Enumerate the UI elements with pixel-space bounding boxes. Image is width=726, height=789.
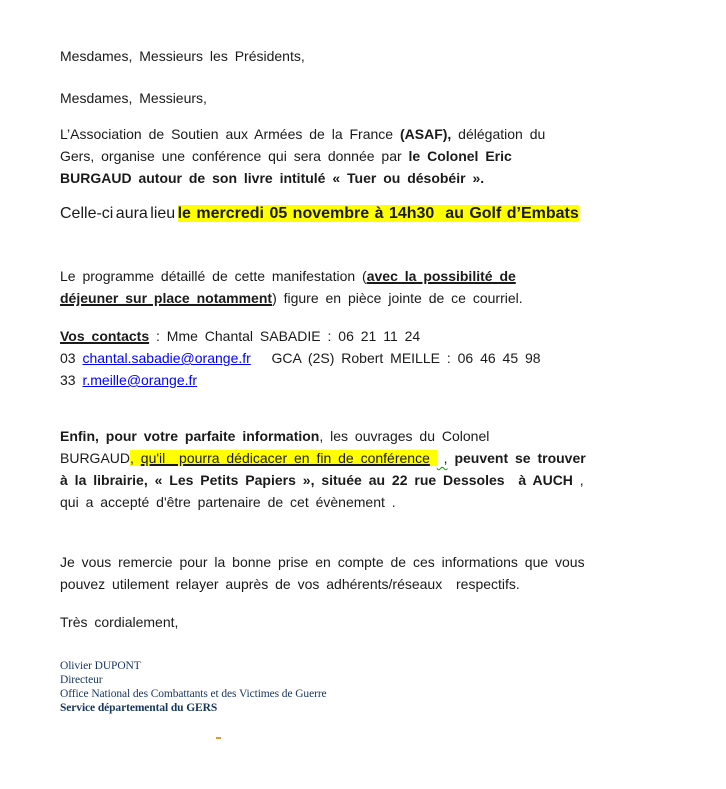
text-segment: Olivier DUPONT <box>60 660 141 672</box>
text-segment: BURGAUD <box>60 450 131 466</box>
paragraph-bookstore-line <box>60 425 690 447</box>
text-segment: Très cordialement, <box>60 614 179 630</box>
signature-block-line <box>60 659 690 673</box>
signature-block-line <box>60 673 690 687</box>
text-segment: Le programme détaillé de cette manifestation ( <box>60 268 367 284</box>
text-segment: L’Association de Soutien aux Armées de la France <box>60 126 400 142</box>
signature-block-line <box>60 687 690 701</box>
text-segment: (ASAF), <box>399 126 452 142</box>
paragraph-bookstore <box>60 425 690 513</box>
salutation-presidents <box>60 45 690 67</box>
text-segment: Gers, organise une conférence qui sera donnée par <box>60 148 409 164</box>
paragraph-thanks <box>60 551 690 595</box>
text-segment: : Mme Chantal SABADIE : 06 21 11 24 <box>149 328 421 344</box>
text-segment: Service départemental du GERS <box>60 702 218 714</box>
text-segment: Celle-ci aura lieu <box>60 205 178 222</box>
paragraph-programme <box>60 265 690 309</box>
email-link[interactable]: chantal.sabadie@orange.fr <box>82 350 251 366</box>
paragraph-bookstore-line <box>60 469 690 491</box>
highlighted-text: qu'il pourra dédicacer en fin de conférence <box>140 450 430 466</box>
text-segment: qui a accepté d'être partenaire de cet évènement . <box>60 494 396 510</box>
text-segment: Directeur <box>60 674 103 686</box>
salutation-messieurs <box>60 87 690 109</box>
paragraph-asaf-intro <box>60 123 690 189</box>
text-segment: délégation du <box>451 126 546 142</box>
text-segment: Mesdames, Messieurs les Présidents, <box>60 48 305 64</box>
paragraph-programme-line <box>60 287 690 309</box>
paragraph-contacts-line <box>60 347 690 369</box>
salutation-presidents-line <box>60 45 690 67</box>
paragraph-contacts <box>60 325 690 391</box>
text-segment: , <box>436 450 448 466</box>
text-segment: , <box>572 472 584 488</box>
paragraph-programme-line <box>60 265 690 287</box>
signature-block <box>60 659 690 715</box>
paragraph-contacts-line <box>60 369 690 391</box>
text-segment: Vos contacts <box>60 328 150 344</box>
highlighted-text: le mercredi 05 novembre à 14h30 au Golf d’Embats <box>177 205 579 222</box>
text-segment: Je vous remercie pour la bonne prise en compte de ces informations que vous <box>60 554 585 570</box>
text-segment: Enfin, pour votre parfaite information <box>60 428 320 444</box>
text-segment: avec la possibilité de <box>366 268 516 284</box>
paragraph-thanks-line <box>60 573 690 595</box>
closing-line <box>60 611 690 633</box>
paragraph-bookstore-line <box>60 491 690 513</box>
paragraph-contacts-line <box>60 325 690 347</box>
highlighted-text: , <box>130 450 141 466</box>
text-segment: pouvez utilement relayer auprès de vos adhérents/réseaux respectifs. <box>60 576 520 592</box>
text-segment: 03 <box>60 350 83 366</box>
text-segment: Mesdames, Messieurs, <box>60 90 207 106</box>
paragraph-asaf-intro-line <box>60 145 690 167</box>
event-date-line-line <box>60 201 690 227</box>
text-segment: déjeuner sur place notamment <box>60 290 273 306</box>
signature-artifact-dash <box>216 737 221 739</box>
paragraph-thanks-line <box>60 551 690 573</box>
event-date-line <box>60 201 690 227</box>
signature-block-line <box>60 701 690 715</box>
paragraph-asaf-intro-line <box>60 167 690 189</box>
text-segment: 33 <box>60 372 83 388</box>
salutation-messieurs-line <box>60 87 690 109</box>
text-segment: ) figure en pièce jointe de ce courriel. <box>272 290 523 306</box>
text-segment: le Colonel Eric <box>408 148 512 164</box>
text-segment: à la librairie, « Les Petits Papiers », située au 22 rue Dessoles à AUCH <box>60 472 573 488</box>
paragraph-asaf-intro-line <box>60 123 690 145</box>
closing-line-line <box>60 611 690 633</box>
text-segment: , les ouvrages du Colonel <box>319 428 490 444</box>
text-segment: Office National des Combattants et des Victimes de Guerre <box>60 688 327 700</box>
text-segment: GCA (2S) Robert MEILLE : 06 46 45 98 <box>250 350 541 366</box>
paragraph-bookstore-line <box>60 447 690 469</box>
email-link[interactable]: r.meille@orange.fr <box>82 372 198 388</box>
text-segment: peuvent se trouver <box>454 450 586 466</box>
text-segment: BURGAUD autour de son livre intitulé « Tuer ou désobéir ». <box>60 170 485 186</box>
highlighted-text <box>430 450 437 466</box>
